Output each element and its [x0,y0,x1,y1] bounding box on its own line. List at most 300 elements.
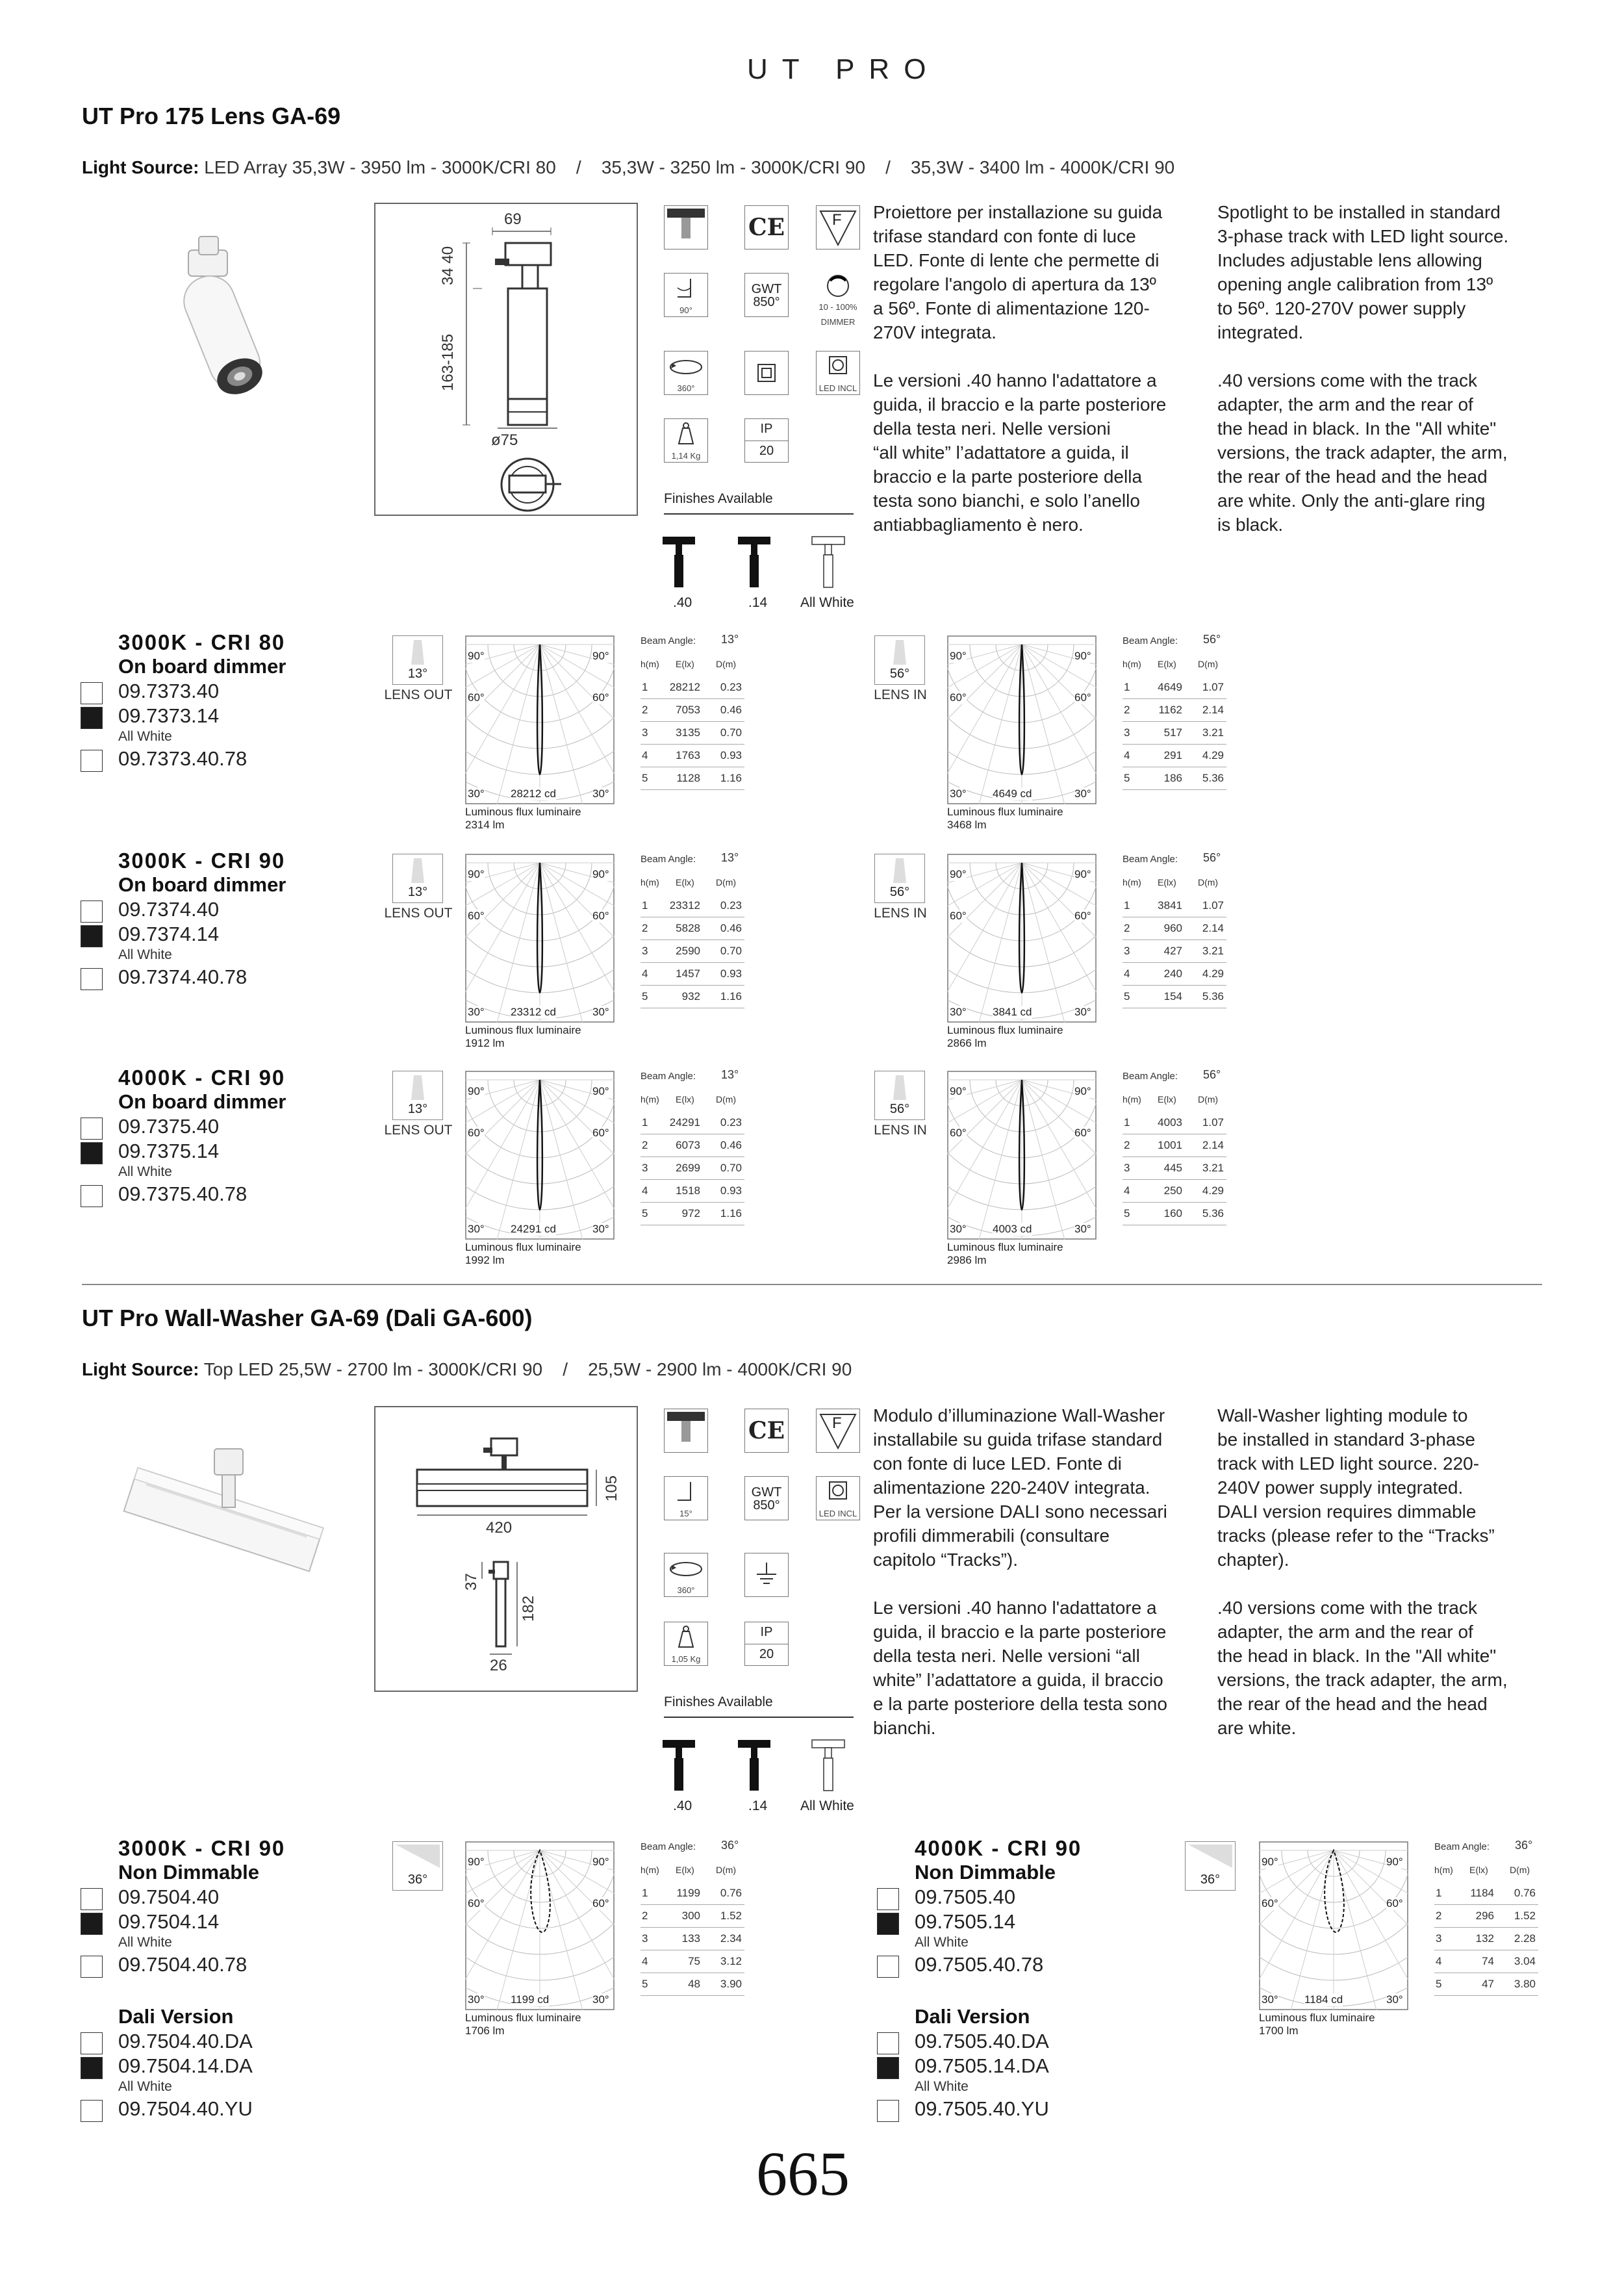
table-cell-d: 3.90 [720,1978,742,1990]
all-white-label: All White [118,2079,172,2094]
table-cell-h: 1 [1436,1887,1442,1899]
beam-cone-icon [393,1842,442,1873]
table-cell-e: 7053 [676,704,700,716]
table-cell-h: 1 [1124,1116,1130,1129]
table-head-d: D(m) [1510,1865,1530,1875]
finish-label-white: All White [800,595,854,610]
article-code: 09.7373.40.78 [118,747,247,770]
table-cell-h: 2 [642,704,648,716]
table-cell-d: 0.76 [720,1887,742,1899]
illuminance-table [1123,635,1226,798]
table-cell-e: 28212 [669,681,700,693]
beam-angle-value: 56° [1203,633,1221,646]
table-cell-h: 1 [1124,681,1130,693]
table-head-h: h(m) [641,1865,659,1875]
dim-ww-b: 182 [520,1595,537,1622]
table-cell-h: 4 [642,1955,648,1967]
tilt-angle-caption-2: 15° [679,1509,692,1518]
table-row-rule [641,721,744,722]
light-source-label-2: Light Source: [82,1359,199,1379]
table-cell-d: 2.14 [1202,1139,1224,1151]
table-row-rule [641,985,744,986]
table-cell-e: 160 [1163,1207,1182,1220]
dimmer-label: DIMMER [820,317,856,327]
description-line: are white. [1217,1718,1297,1738]
page-number: 665 [756,2139,850,2208]
description-line: Modulo d’illuminazione Wall-Washer [873,1405,1165,1425]
variant-subtitle: Non Dimmable [118,1861,260,1884]
table-cell-e: 186 [1163,772,1182,784]
description-line: track with LED light source. 220- [1217,1453,1480,1474]
table-cell-d: 0.76 [1514,1887,1536,1899]
beam-angle-label: Beam Angle: [641,635,696,646]
table-cell-d: 1.16 [720,1207,742,1220]
description-line: integrated. [1217,322,1304,342]
description-line: the rear of the head and the head [1217,466,1488,487]
finish-checkbox [877,2032,899,2054]
table-cell-e: 1184 [1470,1887,1494,1899]
description-line: regolare l'angolo di apertura da 13º [873,274,1156,294]
polar-angle-label: 90° [1262,1856,1278,1868]
table-cell-h: 5 [1124,1207,1130,1220]
table-cell-e: 291 [1163,749,1182,761]
beam-angle-label: Beam Angle: [1123,635,1178,646]
table-row-rule [641,698,744,699]
flux-value: 1992 lm [465,1254,505,1266]
polar-angle-label: 30° [592,1223,609,1235]
polar-angle-label: 60° [1074,691,1091,704]
table-cell-h: 3 [642,726,648,739]
weight-icon-2 [664,1622,708,1666]
table-cell-d: 0.46 [720,1139,742,1151]
polar-angle-label: 90° [1074,868,1091,880]
weight-icon [664,418,708,463]
illuminance-table [641,1068,744,1233]
description-line: testa sono bianchi, e solo l’anello [873,491,1140,511]
table-cell-h: 2 [642,922,648,934]
article-code: 09.7505.40.78 [915,1953,1044,1976]
table-cell-d: 0.23 [720,1116,742,1129]
finish-label-14: .14 [748,595,768,610]
description-line: Per la versione DALI sono necessari [873,1501,1167,1522]
polar-angle-label: 60° [592,910,609,922]
polar-angle-label: 90° [1074,1085,1091,1097]
article-code: 09.7375.40 [118,1115,220,1138]
table-head-h: h(m) [1123,659,1141,669]
dim-ww-a: 37 [463,1573,480,1591]
table-cell-e: 4649 [1158,681,1182,693]
finish-checkbox [81,2057,103,2079]
polar-angle-label: 30° [468,1006,485,1018]
description-line: versions, the track adapter, the arm, [1217,442,1508,463]
illuminance-table [1123,1068,1226,1233]
table-cell-d: 5.36 [1202,990,1224,1003]
table-row-rule [641,1995,744,1996]
finish-checkbox [81,1888,103,1910]
weight-caption-2: 1,05 Kg [671,1654,701,1664]
light-source-text-2: Top LED 25,5W - 2700 lm - 3000K/CRI 90 / 25,5W - 2900 lm - 4000K/CRI 90 [203,1359,852,1379]
table-row-rule [641,939,744,940]
dim-height-top: 34 40 [439,246,457,285]
description-line: braccio e la parte posteriore della [873,466,1143,487]
description-line: antiabbagliamento è nero. [873,515,1084,535]
table-row-rule [641,1904,744,1905]
polar-cd-value: 23312 cd [511,1006,556,1018]
lens-label: LENS OUT [384,1123,453,1138]
table-cell-h: 3 [642,945,648,957]
table-cell-d: 3.04 [1514,1955,1536,1967]
polar-cd-value: 1199 cd [511,1993,550,2006]
illuminance-table [641,851,744,1016]
variant-subtitle: On board dimmer [118,873,286,896]
polar-angle-label: 60° [1074,1127,1091,1139]
table-cell-d: 3.21 [1202,1162,1224,1174]
article-code: 09.7504.14.DA [118,2054,253,2077]
table-cell-d: 1.16 [720,772,742,784]
variant-name: 4000K - CRI 90 [118,1066,286,1090]
table-cell-h: 1 [1124,899,1130,912]
variant-name: 3000K - CRI 90 [118,849,286,873]
table-head-e: E(lx) [676,1094,694,1105]
finishes-label: Finishes Available [664,491,773,506]
beam-angle-label: Beam Angle: [1123,854,1178,865]
table-cell-d: 2.34 [720,1932,742,1945]
table-row-rule [1123,1179,1226,1180]
table-row-rule [641,962,744,963]
description-line: tracks (please refer to the “Tracks” [1217,1526,1495,1546]
description-english-lens [1217,200,1555,537]
technical-drawing-wallwasher [374,1406,638,1692]
description-line: Le versioni .40 hanno l'adattatore a [873,370,1157,390]
description-line: Wall-Washer lighting module to [1217,1405,1468,1425]
polar-angle-label: 90° [468,1085,485,1097]
track-mount-icon [664,205,708,249]
table-cell-d: 0.46 [720,922,742,934]
table-row-rule [1123,939,1226,940]
table-cell-d: 0.93 [720,1184,742,1197]
table-cell-h: 2 [1436,1910,1442,1922]
dim-ww-width: 420 [486,1519,513,1537]
table-cell-e: 5828 [676,922,700,934]
polar-angle-label: 90° [950,1085,967,1097]
table-cell-d: 5.36 [1202,772,1224,784]
table-head-e: E(lx) [1158,659,1176,669]
table-cell-d: 1.07 [1202,681,1224,693]
table-cell-e: 48 [688,1978,700,1990]
table-head-e: E(lx) [1158,1094,1176,1105]
led-incl-icon-2 [816,1476,860,1520]
description-line: versions, the track adapter, the arm, [1217,1670,1508,1690]
article-code: 09.7504.14 [118,1910,220,1933]
table-cell-d: 0.93 [720,749,742,761]
ip-rating-icon-2 [744,1622,789,1666]
table-cell-e: 1162 [1158,704,1182,716]
description-line: installabile su guida trifase standard [873,1429,1163,1450]
illuminance-table [1434,1841,1538,2004]
f-mark-text-2: F [832,1414,842,1432]
table-cell-e: 932 [681,990,700,1003]
tilt-angle-icon-2 [664,1476,708,1520]
lens-label: LENS OUT [384,687,453,702]
polar-cd-value: 4003 cd [993,1223,1032,1235]
table-row-rule [1123,1156,1226,1157]
polar-angle-label: 30° [468,1223,485,1235]
polar-angle-label: 30° [950,787,967,800]
table-cell-d: 0.23 [720,681,742,693]
description-line: is black. [1217,515,1284,535]
description-line: opening angle calibration from 13º [1217,274,1493,294]
table-head-h: h(m) [641,1094,659,1105]
description-line: bianchi. [873,1718,936,1738]
polar-angle-label: 30° [1074,1006,1091,1018]
table-cell-d: 3.80 [1514,1978,1536,1990]
description-line: are white. Only the anti-glare ring [1217,491,1486,511]
f-mark-icon [816,205,860,249]
all-white-label: All White [915,1935,969,1950]
table-cell-h: 1 [642,1116,648,1129]
table-cell-h: 3 [1124,726,1130,739]
polar-angle-label: 60° [468,910,485,922]
polar-angle-label: 30° [468,1993,485,2006]
description-line: Proiettore per installazione su guida [873,202,1163,222]
beam-angle-value: 56° [1203,1068,1221,1081]
table-cell-e: 3841 [1158,899,1182,912]
lens-label: LENS IN [874,1123,927,1138]
finish-label-40-2: .40 [673,1798,692,1813]
description-line: profili dimmerabili (consultare [873,1526,1110,1546]
flux-label: Luminous flux luminaire [465,806,581,818]
table-head-d: D(m) [716,1094,737,1105]
beam-angle-label: Beam Angle: [641,1841,696,1852]
article-code: 09.7375.40.78 [118,1182,247,1205]
polar-angle-label: 60° [1386,1897,1403,1910]
polar-cd-value: 3841 cd [993,1006,1032,1018]
table-cell-d: 1.07 [1202,899,1224,912]
table-cell-e: 296 [1475,1910,1494,1922]
polar-angle-label: 60° [468,1897,485,1910]
table-cell-e: 2590 [676,945,700,957]
finish-checkbox [877,1913,899,1935]
finish-label-40: .40 [673,595,692,610]
polar-angle-label: 60° [592,1127,609,1139]
ip-value-2: 20 [745,1644,788,1662]
finish-checkbox [81,707,103,729]
article-code: 09.7505.40.YU [915,2097,1049,2120]
light-source-label: Light Source: [82,157,199,177]
finish-checkbox [877,2100,899,2122]
article-code: 09.7505.40.DA [915,2030,1049,2052]
led-incl-icon [816,351,860,395]
all-white-label: All White [915,2079,969,2094]
description-line: Le versioni .40 hanno l'adattatore a [873,1598,1157,1618]
table-head-d: D(m) [716,659,737,669]
table-cell-h: 1 [642,899,648,912]
description-line: 240V power supply integrated. [1217,1477,1464,1498]
finish-checkbox [81,901,103,923]
beam-angle-value: 56° [1203,851,1221,864]
finish-checkbox [81,1185,103,1207]
gwt-text-2: GWT 850° [751,1485,782,1513]
description-line: 270V integrata. [873,322,996,342]
polar-angle-label: 30° [468,787,485,800]
beam-angle-value: 36° [1515,1839,1533,1852]
beam-cone-icon [393,1071,442,1103]
table-cell-h: 2 [1124,704,1130,716]
description-line: guida, il braccio e la parte posteriore [873,394,1167,415]
beam-cone-icon [393,854,442,886]
section-divider [82,1284,1542,1285]
article-code: 09.7373.40 [118,680,220,702]
table-cell-h: 4 [1436,1955,1442,1967]
table-cell-h: 4 [642,749,648,761]
table-cell-d: 3.21 [1202,726,1224,739]
table-row-rule [641,1179,744,1180]
polar-cd-value: 4649 cd [993,787,1032,800]
table-cell-h: 4 [642,967,648,980]
description-line: alimentazione 220-240V integrata. [873,1477,1150,1498]
table-row-rule [1123,721,1226,722]
light-source-text: LED Array 35,3W - 3950 lm - 3000K/CRI 80 / 35,3W - 3250 lm - 3000K/CRI 90 / 35,3W - 3400 lm - 4000K/CRI 90 [204,157,1175,177]
flux-label: Luminous flux luminaire [465,1241,581,1253]
light-source-lens [82,157,1174,178]
dali-version-label: Dali Version [118,2005,234,2028]
description-line: Spotlight to be installed in standard [1217,202,1501,222]
table-cell-d: 3.21 [1202,945,1224,957]
description-italian-lens [873,200,1211,537]
table-cell-d: 2.28 [1514,1932,1536,1945]
table-cell-d: 0.93 [720,967,742,980]
table-head-h: h(m) [1123,877,1141,888]
polar-angle-label: 90° [592,1856,609,1868]
description-line: adapter, the arm and the rear of [1217,1622,1473,1642]
finish-checkbox [81,1913,103,1935]
article-code: 09.7373.14 [118,704,220,727]
description-line: .40 versions come with the track [1217,370,1477,390]
flux-label: Luminous flux luminaire [947,1024,1063,1036]
polar-angle-label: 90° [468,868,485,880]
lens-angle: 13° [407,667,428,681]
polar-angle-label: 60° [592,691,609,704]
table-cell-h: 4 [642,1184,648,1197]
table-row-rule [641,789,744,790]
lens-icon [392,1841,443,1891]
variant-name: 3000K - CRI 80 [118,630,286,654]
table-head-d: D(m) [716,877,737,888]
table-head-e: E(lx) [1158,877,1176,888]
illuminance-table [641,1841,744,2004]
polar-angle-label: 60° [468,1127,485,1139]
table-cell-e: 1001 [1158,1139,1182,1151]
description-line: white” l’adattatore a guida, il braccio [873,1670,1163,1690]
finish-checkbox [81,925,103,947]
table-cell-e: 47 [1482,1978,1494,1990]
article-code: 09.7505.14.DA [915,2054,1049,2077]
polar-angle-label: 30° [950,1223,967,1235]
table-row-rule [1123,744,1226,745]
product-title-lens: UT Pro 175 Lens GA-69 [82,103,341,129]
table-cell-e: 133 [681,1932,700,1945]
description-line [873,344,1211,368]
beam-angle-label: Beam Angle: [1434,1841,1490,1852]
beam-angle-label: Beam Angle: [641,854,696,865]
description-line: con fonte di luce LED. Fonte di [873,1453,1122,1474]
table-cell-h: 4 [1124,967,1130,980]
table-cell-h: 2 [1124,922,1130,934]
polar-angle-label: 60° [1262,1897,1278,1910]
finish-checkbox [81,682,103,704]
light-source-wallwasher [82,1359,852,1380]
tilt-angle-icon [664,273,708,317]
ip-rating-icon [744,418,789,463]
f-mark-text: F [832,211,842,229]
polar-angle-label: 60° [1074,910,1091,922]
lens-icon [874,635,925,685]
table-cell-d: 0.70 [720,1162,742,1174]
table-cell-e: 24291 [669,1116,700,1129]
spotlight-product-image [143,227,299,422]
polar-angle-label: 60° [950,1127,967,1139]
table-cell-h: 1 [642,1887,648,1899]
finish-checkbox [81,1118,103,1140]
beam-angle-label: Beam Angle: [641,1071,696,1082]
description-line: the rear of the head and the head [1217,1694,1488,1714]
table-head-h: h(m) [1434,1865,1453,1875]
article-code: 09.7375.14 [118,1140,220,1162]
lens-angle: 56° [889,667,910,681]
polar-angle-label: 30° [950,1006,967,1018]
table-cell-h: 3 [642,1162,648,1174]
description-line: the head in black. In the "All white" [1217,1646,1497,1666]
polar-angle-label: 30° [592,1993,609,2006]
polar-angle-label: 30° [592,787,609,800]
description-line [873,1572,1211,1596]
beam-angle-value: 13° [721,633,739,646]
lens-icon [1185,1841,1236,1891]
description-line: the head in black. In the "All white" [1217,418,1497,439]
article-code: 09.7504.40.DA [118,2030,253,2052]
finish-checkbox [877,1956,899,1978]
finish-label-14-2: .14 [748,1798,768,1813]
table-cell-e: 3135 [676,726,700,739]
table-head-e: E(lx) [676,659,694,669]
dimmer-range: 10 - 100% [818,302,857,312]
table-cell-d: 0.70 [720,726,742,739]
variant-subtitle: On board dimmer [118,655,286,678]
table-head-h: h(m) [641,659,659,669]
dim-diameter: ø75 [491,431,518,449]
description-line: chapter). [1217,1550,1289,1570]
table-cell-e: 517 [1163,726,1182,739]
description-line: LED. Fonte di lente che permette di [873,250,1160,270]
finishes-swatches-2 [656,1736,870,1795]
flux-value: 1912 lm [465,1037,505,1049]
all-white-label: All White [118,1935,172,1950]
description-line: adapter, the arm and the rear of [1217,394,1473,415]
table-cell-d: 1.52 [1514,1910,1536,1922]
gwt-icon [744,273,789,317]
tilt-angle-caption: 90° [679,305,692,315]
table-row-rule [1434,1904,1538,1905]
table-cell-h: 1 [642,681,648,693]
lens-icon [874,1071,925,1120]
product-title-wallwasher: UT Pro Wall-Washer GA-69 (Dali GA-600) [82,1305,533,1331]
polar-angle-label: 90° [950,868,967,880]
table-row-rule [1123,698,1226,699]
description-line [1217,344,1555,368]
polar-cd-value: 24291 cd [511,1223,556,1235]
lens-angle: 13° [407,1102,428,1116]
polar-angle-label: 90° [592,1085,609,1097]
